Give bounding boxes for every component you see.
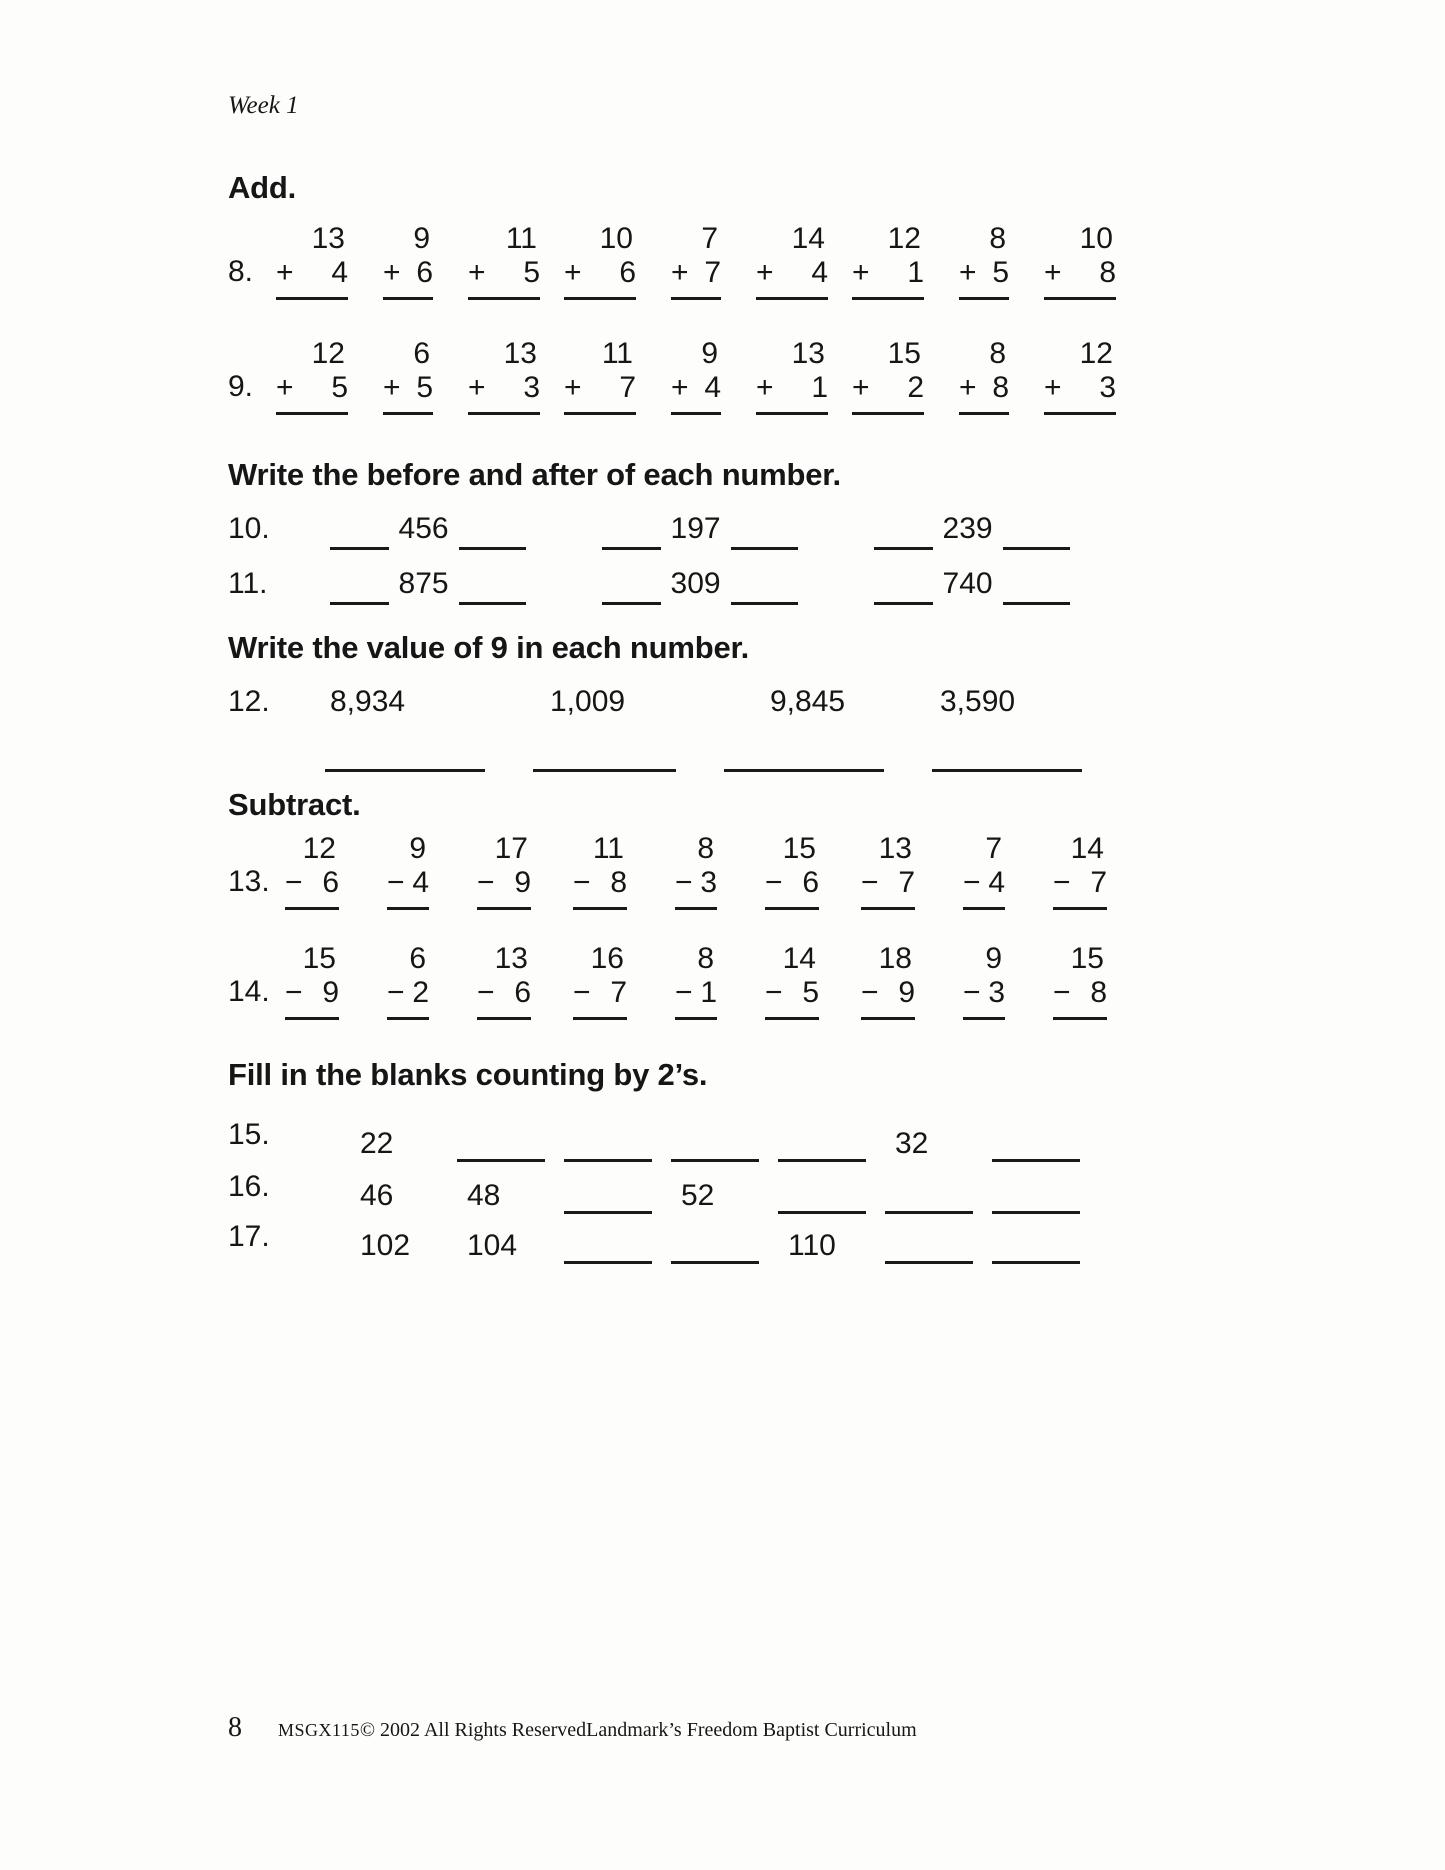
problem-operator: + xyxy=(756,256,774,289)
math-problem xyxy=(959,222,1009,300)
problem-top-operand: 8 xyxy=(697,942,714,975)
row-label: 15. xyxy=(228,1118,270,1151)
value-of-nine-section-heading: Write the value of 9 in each number. xyxy=(228,630,750,665)
problem-top-operand: 13 xyxy=(878,832,912,865)
problem-operator: − xyxy=(765,866,783,899)
before-blank xyxy=(602,602,661,605)
problem-bottom-operand: 4 xyxy=(811,256,828,289)
problem-bottom-operand: 7 xyxy=(610,976,627,1009)
problem-bottom-operand: 3 xyxy=(523,371,540,404)
problem-operator: − xyxy=(1053,976,1071,1009)
before-blank xyxy=(330,547,389,550)
counting-blank xyxy=(457,1159,545,1162)
target-number: 740 xyxy=(942,567,993,600)
math-problem xyxy=(387,832,429,910)
problem-top-operand: 8 xyxy=(697,832,714,865)
problem-top-operand: 18 xyxy=(878,942,912,975)
math-problem xyxy=(963,942,1005,1020)
answer-line xyxy=(765,1017,819,1020)
value-number: 3,590 xyxy=(940,685,1016,718)
math-problem xyxy=(675,942,717,1020)
after-blank xyxy=(459,547,526,550)
math-problem xyxy=(1044,337,1116,415)
answer-line xyxy=(477,1017,531,1020)
math-problem xyxy=(852,337,924,415)
math-problem xyxy=(276,222,348,300)
problem-bottom-operand: 9 xyxy=(514,866,531,899)
math-problem xyxy=(756,337,828,415)
math-problem xyxy=(477,832,531,910)
counting-number: 110 xyxy=(788,1229,836,1262)
answer-line xyxy=(468,297,540,300)
counting-blank xyxy=(885,1261,973,1264)
answer-line xyxy=(963,907,1005,910)
problem-operator: + xyxy=(756,371,774,404)
addition-row-8 xyxy=(228,222,1164,300)
problem-top-operand: 16 xyxy=(590,942,624,975)
before-after-group xyxy=(874,512,1070,550)
target-number: 309 xyxy=(670,567,721,600)
page-footer xyxy=(228,1712,1290,1744)
problem-operator: − xyxy=(675,976,693,1009)
answer-line xyxy=(959,412,1009,415)
counting-blank xyxy=(885,1211,973,1214)
counting-blank xyxy=(778,1159,866,1162)
target-number: 197 xyxy=(670,512,721,545)
problem-top-operand: 14 xyxy=(782,942,816,975)
before-after-group xyxy=(602,512,798,550)
row-label: 14. xyxy=(228,975,270,1008)
counting-row-15 xyxy=(228,1118,1089,1162)
problem-top-operand: 15 xyxy=(887,337,921,370)
problem-top-operand: 12 xyxy=(302,832,336,865)
answer-line xyxy=(1044,412,1116,415)
problem-bottom-operand: 2 xyxy=(907,371,924,404)
problem-bottom-operand: 7 xyxy=(704,256,721,289)
problem-operator: − xyxy=(861,976,879,1009)
answer-line xyxy=(852,412,924,415)
problem-bottom-operand: 4 xyxy=(704,371,721,404)
after-blank xyxy=(731,547,798,550)
problem-top-operand: 15 xyxy=(302,942,336,975)
answer-line xyxy=(963,1017,1005,1020)
problem-bottom-operand: 5 xyxy=(523,256,540,289)
week-label: Week 1 xyxy=(228,92,299,119)
problem-operator: + xyxy=(671,256,689,289)
answer-blank xyxy=(325,769,485,772)
problem-top-operand: 14 xyxy=(791,222,825,255)
target-number: 239 xyxy=(942,512,993,545)
problem-bottom-operand: 6 xyxy=(416,256,433,289)
row-label: 13. xyxy=(228,865,270,898)
before-blank xyxy=(330,602,389,605)
answer-line xyxy=(573,1017,627,1020)
answer-line xyxy=(285,1017,339,1020)
problem-top-operand: 12 xyxy=(1079,337,1113,370)
problem-top-operand: 9 xyxy=(413,222,430,255)
answer-line xyxy=(387,907,429,910)
answer-line xyxy=(285,907,339,910)
problem-top-operand: 13 xyxy=(791,337,825,370)
problem-top-operand: 17 xyxy=(494,832,528,865)
answer-line xyxy=(756,412,828,415)
math-problem xyxy=(671,337,721,415)
problem-bottom-operand: 1 xyxy=(907,256,924,289)
add-section-heading: Add. xyxy=(228,170,297,205)
counting-blank xyxy=(992,1261,1080,1264)
problem-bottom-operand: 8 xyxy=(610,866,627,899)
problem-bottom-operand: 6 xyxy=(322,866,339,899)
math-problem xyxy=(276,337,348,415)
problem-operator: + xyxy=(852,371,870,404)
math-problem xyxy=(852,222,924,300)
answer-line xyxy=(756,297,828,300)
problem-operator: − xyxy=(963,866,981,899)
problem-top-operand: 11 xyxy=(505,222,537,255)
problem-bottom-operand: 1 xyxy=(811,371,828,404)
row-label: 17. xyxy=(228,1220,270,1253)
problem-operator: − xyxy=(765,976,783,1009)
after-blank xyxy=(1003,547,1070,550)
counting-number: 48 xyxy=(467,1179,501,1212)
problem-top-operand: 15 xyxy=(1070,942,1104,975)
problem-operator: + xyxy=(671,371,689,404)
problem-operator: + xyxy=(468,371,486,404)
answer-line xyxy=(468,412,540,415)
problem-operator: − xyxy=(477,976,495,1009)
subtraction-row-14 xyxy=(228,942,1164,1020)
answer-line xyxy=(573,907,627,910)
before-after-section-heading: Write the before and after of each number. xyxy=(228,457,841,492)
answer-line xyxy=(383,412,433,415)
answer-line xyxy=(852,297,924,300)
math-problem xyxy=(564,337,636,415)
problem-operator: − xyxy=(477,866,495,899)
before-after-group xyxy=(330,512,526,550)
counting-number: 104 xyxy=(467,1229,518,1262)
math-problem xyxy=(959,337,1009,415)
row-label: 10. xyxy=(228,512,270,545)
target-number: 875 xyxy=(398,567,449,600)
math-problem xyxy=(383,222,433,300)
before-blank xyxy=(874,547,933,550)
math-problem xyxy=(468,222,540,300)
math-problem xyxy=(963,832,1005,910)
counting-blank xyxy=(564,1159,652,1162)
before-after-group xyxy=(602,567,798,605)
problem-operator: + xyxy=(1044,256,1062,289)
problem-operator: − xyxy=(573,866,591,899)
problem-bottom-operand: 9 xyxy=(322,976,339,1009)
problem-bottom-operand: 5 xyxy=(416,371,433,404)
problem-operator: − xyxy=(675,866,693,899)
counting-blank xyxy=(992,1211,1080,1214)
counting-blank xyxy=(778,1211,866,1214)
answer-line xyxy=(276,412,348,415)
problem-operator: + xyxy=(383,256,401,289)
answer-line xyxy=(765,907,819,910)
math-problem xyxy=(387,942,429,1020)
problem-bottom-operand: 6 xyxy=(619,256,636,289)
value-number: 9,845 xyxy=(770,685,846,718)
page-number: 8 xyxy=(228,1712,242,1743)
row-label: 16. xyxy=(228,1170,270,1203)
math-problem xyxy=(573,832,627,910)
problem-top-operand: 6 xyxy=(413,337,430,370)
problem-operator: − xyxy=(963,976,981,1009)
answer-blank xyxy=(932,769,1082,772)
problem-top-operand: 13 xyxy=(311,222,345,255)
counting-blank xyxy=(671,1159,759,1162)
math-problem xyxy=(1053,942,1107,1020)
problem-top-operand: 13 xyxy=(503,337,537,370)
before-blank xyxy=(602,547,661,550)
counting-number: 22 xyxy=(360,1127,394,1160)
problem-operator: + xyxy=(1044,371,1062,404)
problem-top-operand: 7 xyxy=(985,832,1002,865)
counting-row-17 xyxy=(228,1220,1089,1264)
math-problem xyxy=(765,942,819,1020)
math-problem xyxy=(573,942,627,1020)
value-of-nine-answer-lines xyxy=(228,769,1082,772)
counting-number: 102 xyxy=(360,1229,411,1262)
publisher-name: Landmark’s Freedom Baptist Curriculum xyxy=(586,1719,917,1741)
answer-line xyxy=(675,907,717,910)
problem-bottom-operand: 4 xyxy=(412,866,429,899)
problem-bottom-operand: 7 xyxy=(898,866,915,899)
problem-operator: + xyxy=(959,256,977,289)
answer-line xyxy=(383,297,433,300)
answer-blank xyxy=(533,769,676,772)
problem-bottom-operand: 3 xyxy=(988,976,1005,1009)
problem-operator: + xyxy=(468,256,486,289)
before-after-group xyxy=(330,567,526,605)
math-problem xyxy=(285,832,339,910)
problem-operator: − xyxy=(285,866,303,899)
problem-operator: − xyxy=(573,976,591,1009)
problem-bottom-operand: 9 xyxy=(898,976,915,1009)
problem-top-operand: 9 xyxy=(985,942,1002,975)
problem-operator: + xyxy=(564,371,582,404)
row-label: 12. xyxy=(228,685,270,718)
row-label: 9. xyxy=(228,370,254,403)
math-problem xyxy=(671,222,721,300)
problem-top-operand: 15 xyxy=(782,832,816,865)
answer-line xyxy=(276,297,348,300)
answer-line xyxy=(675,1017,717,1020)
math-problem xyxy=(756,222,828,300)
problem-operator: + xyxy=(276,371,294,404)
answer-line xyxy=(477,907,531,910)
answer-line xyxy=(1053,907,1107,910)
value-number: 1,009 xyxy=(550,685,626,718)
problem-top-operand: 6 xyxy=(409,942,426,975)
problem-bottom-operand: 7 xyxy=(1090,866,1107,899)
answer-line xyxy=(671,412,721,415)
math-problem xyxy=(383,337,433,415)
problem-bottom-operand: 2 xyxy=(412,976,429,1009)
copyright-notice: © 2002 All Rights Reserved xyxy=(359,1719,587,1741)
problem-bottom-operand: 5 xyxy=(802,976,819,1009)
problem-operator: − xyxy=(1053,866,1071,899)
problem-operator: + xyxy=(564,256,582,289)
after-blank xyxy=(1003,602,1070,605)
before-after-group xyxy=(874,567,1070,605)
problem-bottom-operand: 3 xyxy=(1099,371,1116,404)
value-number: 8,934 xyxy=(330,685,406,718)
answer-line xyxy=(959,297,1009,300)
problem-top-operand: 12 xyxy=(311,337,345,370)
problem-bottom-operand: 1 xyxy=(700,976,717,1009)
answer-line xyxy=(1044,297,1116,300)
problem-operator: + xyxy=(383,371,401,404)
math-problem xyxy=(675,832,717,910)
problem-top-operand: 9 xyxy=(701,337,718,370)
answer-line xyxy=(387,1017,429,1020)
problem-top-operand: 13 xyxy=(494,942,528,975)
answer-line xyxy=(1053,1017,1107,1020)
target-number: 456 xyxy=(398,512,449,545)
subtraction-row-13 xyxy=(228,832,1164,910)
problem-bottom-operand: 8 xyxy=(1090,976,1107,1009)
answer-line xyxy=(671,297,721,300)
row-label: 8. xyxy=(228,255,254,288)
problem-operator: − xyxy=(861,866,879,899)
problem-operator: + xyxy=(276,256,294,289)
before-after-row-11 xyxy=(228,567,1146,605)
problem-bottom-operand: 6 xyxy=(514,976,531,1009)
before-after-row-10 xyxy=(228,512,1146,550)
answer-line xyxy=(564,412,636,415)
problem-top-operand: 11 xyxy=(601,337,633,370)
problem-bottom-operand: 8 xyxy=(992,371,1009,404)
answer-line xyxy=(861,1017,915,1020)
counting-blank xyxy=(671,1261,759,1264)
problem-top-operand: 14 xyxy=(1070,832,1104,865)
math-problem xyxy=(765,832,819,910)
problem-operator: − xyxy=(387,976,405,1009)
counting-blank xyxy=(992,1159,1080,1162)
math-problem xyxy=(285,942,339,1020)
doc-code: MSGX115 xyxy=(278,1720,360,1740)
problem-operator: − xyxy=(285,976,303,1009)
problem-top-operand: 8 xyxy=(989,222,1006,255)
row-label: 11. xyxy=(228,567,268,600)
answer-line xyxy=(564,297,636,300)
problem-bottom-operand: 4 xyxy=(331,256,348,289)
problem-operator: + xyxy=(852,256,870,289)
math-problem xyxy=(477,942,531,1020)
problem-bottom-operand: 7 xyxy=(619,371,636,404)
counting-blank xyxy=(564,1211,652,1214)
problem-bottom-operand: 3 xyxy=(700,866,717,899)
after-blank xyxy=(731,602,798,605)
problem-bottom-operand: 5 xyxy=(992,256,1009,289)
problem-operator: + xyxy=(959,371,977,404)
after-blank xyxy=(459,602,526,605)
counting-number: 52 xyxy=(681,1179,715,1212)
addition-row-9 xyxy=(228,337,1164,415)
counting-blank xyxy=(564,1261,652,1264)
value-of-nine-row-12 xyxy=(228,685,1015,719)
problem-bottom-operand: 8 xyxy=(1099,256,1116,289)
subtract-section-heading: Subtract. xyxy=(228,787,361,822)
counting-row-16 xyxy=(228,1170,1089,1214)
math-problem xyxy=(564,222,636,300)
problem-top-operand: 7 xyxy=(701,222,718,255)
math-problem xyxy=(861,942,915,1020)
problem-bottom-operand: 6 xyxy=(802,866,819,899)
counting-section-heading: Fill in the blanks counting by 2’s. xyxy=(228,1057,708,1092)
problem-top-operand: 8 xyxy=(989,337,1006,370)
math-problem xyxy=(861,832,915,910)
problem-top-operand: 11 xyxy=(592,832,624,865)
counting-number: 46 xyxy=(360,1179,394,1212)
before-blank xyxy=(874,602,933,605)
problem-top-operand: 10 xyxy=(1079,222,1113,255)
math-problem xyxy=(1053,832,1107,910)
math-problem xyxy=(468,337,540,415)
problem-bottom-operand: 4 xyxy=(988,866,1005,899)
problem-top-operand: 10 xyxy=(599,222,633,255)
answer-blank xyxy=(724,769,884,772)
problem-bottom-operand: 5 xyxy=(331,371,348,404)
problem-top-operand: 12 xyxy=(887,222,921,255)
answer-line xyxy=(861,907,915,910)
problem-operator: − xyxy=(387,866,405,899)
math-problem xyxy=(1044,222,1116,300)
counting-number: 32 xyxy=(895,1127,929,1160)
problem-top-operand: 9 xyxy=(409,832,426,865)
